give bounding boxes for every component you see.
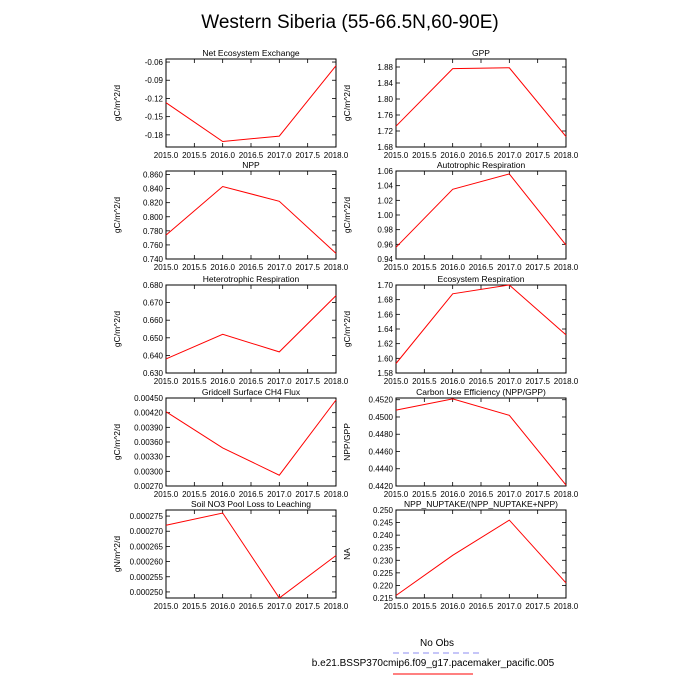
chart-panel — [112, 499, 349, 611]
y-tick-label: 0.820 — [142, 198, 163, 208]
y-tick-label: 0.00330 — [134, 452, 163, 462]
x-tick-label: 2018.0 — [323, 377, 349, 386]
y-tick-label: 0.96 — [377, 240, 393, 250]
y-tick-label: 0.235 — [372, 543, 393, 553]
x-tick-label: 2015.0 — [153, 602, 179, 611]
y-tick-label: 0.00270 — [134, 482, 163, 491]
y-tick-label: 0.00300 — [134, 467, 163, 477]
x-tick-label: 2016.5 — [468, 263, 494, 272]
y-tick-label: 0.4520 — [368, 395, 393, 405]
x-tick-label: 2016.5 — [468, 377, 494, 386]
series-line — [166, 296, 336, 359]
x-tick-label: 2016.5 — [468, 490, 494, 499]
y-tick-label: 0.4460 — [368, 447, 393, 457]
y-axis-label: gC/m^2/d — [112, 196, 122, 234]
y-tick-label: 0.000275 — [129, 512, 163, 522]
y-tick-label: 0.640 — [142, 351, 163, 361]
x-tick-label: 2015.5 — [412, 490, 437, 499]
x-tick-label: 2015.0 — [383, 263, 409, 272]
x-tick-label: 2016.0 — [440, 490, 465, 499]
y-tick-label: 0.000265 — [129, 542, 163, 552]
y-tick-label: 1.58 — [377, 369, 393, 378]
chart-panel — [112, 387, 349, 499]
chart-panel — [112, 274, 349, 386]
x-tick-label: 2015.5 — [182, 602, 207, 611]
y-tick-label: 0.215 — [372, 594, 393, 603]
panel-title: NPP — [242, 160, 260, 170]
y-tick-label: 0.4480 — [368, 430, 393, 440]
x-tick-label: 2016.0 — [210, 377, 235, 386]
x-tick-label: 2016.0 — [210, 490, 235, 499]
y-tick-label: 0.860 — [142, 170, 163, 180]
panel-title: NPP_NUPTAKE/(NPP_NUPTAKE+NPP) — [404, 499, 558, 509]
y-tick-label: 0.740 — [142, 255, 163, 264]
y-tick-label: -0.12 — [144, 94, 163, 104]
x-tick-label: 2015.0 — [383, 602, 409, 611]
x-tick-label: 2015.5 — [412, 263, 437, 272]
y-tick-label: 0.225 — [372, 568, 393, 578]
y-tick-label: 1.68 — [377, 143, 393, 152]
chart-panel — [342, 48, 579, 160]
y-tick-label: 0.4500 — [368, 412, 393, 422]
y-axis-label: gC/m^2/d — [112, 84, 122, 122]
y-tick-label: 1.68 — [377, 295, 393, 305]
x-tick-label: 2017.0 — [267, 602, 292, 611]
y-tick-label: 0.245 — [372, 518, 393, 528]
y-tick-label: 0.630 — [142, 369, 163, 378]
y-tick-label: 1.84 — [377, 79, 393, 88]
y-axis-label: NPP/GPP — [342, 423, 352, 461]
y-tick-label: 0.4420 — [368, 482, 393, 491]
series-line — [396, 285, 566, 364]
y-tick-label: 0.000260 — [129, 557, 163, 567]
y-tick-label: 0.000255 — [129, 572, 163, 582]
y-tick-label: 1.70 — [377, 281, 393, 290]
y-tick-label: 1.76 — [377, 111, 393, 120]
y-tick-label: 0.780 — [142, 226, 163, 236]
x-tick-label: 2018.0 — [323, 602, 349, 611]
legend-obs-label: No Obs — [420, 638, 454, 649]
chart-panel — [342, 387, 579, 499]
x-tick-label: 2015.5 — [182, 490, 207, 499]
x-tick-label: 2017.5 — [295, 377, 320, 386]
y-tick-label: 1.66 — [377, 310, 393, 320]
chart-panel — [112, 48, 349, 160]
series-line — [166, 187, 336, 254]
panel-title: Heterotrophic Respiration — [202, 274, 300, 284]
x-tick-label: 2018.0 — [553, 263, 579, 272]
y-tick-label: 0.800 — [142, 212, 163, 222]
panel-title: Autotrophic Respiration — [436, 160, 526, 170]
x-tick-label: 2015.0 — [383, 151, 409, 160]
y-axis-label: gC/m^2/d — [112, 423, 122, 461]
y-tick-label: 0.94 — [377, 255, 393, 264]
x-tick-label: 2017.0 — [267, 151, 292, 160]
x-tick-label: 2018.0 — [323, 263, 349, 272]
x-tick-label: 2017.5 — [295, 263, 320, 272]
y-tick-label: 0.4440 — [368, 464, 393, 474]
legend-model-label: b.e21.BSSP370cmip6.f09_g17.pacemaker_pacific.005 — [311, 658, 555, 669]
x-tick-label: 2018.0 — [553, 602, 579, 611]
y-tick-label: 0.680 — [142, 281, 163, 290]
y-tick-label: 1.06 — [377, 167, 393, 176]
x-tick-label: 2017.0 — [497, 263, 522, 272]
x-tick-label: 2015.0 — [153, 377, 179, 386]
plot-frame — [166, 398, 336, 486]
x-tick-label: 2015.5 — [412, 602, 437, 611]
series-line — [166, 400, 336, 475]
y-tick-label: 0.660 — [142, 316, 163, 326]
x-tick-label: 2017.0 — [267, 263, 292, 272]
x-tick-label: 2016.0 — [210, 151, 235, 160]
series-line — [396, 520, 566, 595]
x-tick-label: 2016.0 — [440, 151, 465, 160]
y-tick-label: 1.88 — [377, 63, 393, 72]
panel-grid — [112, 48, 579, 611]
x-tick-label: 2017.5 — [295, 151, 320, 160]
x-tick-label: 2018.0 — [323, 151, 349, 160]
y-tick-label: -0.18 — [144, 130, 163, 140]
y-tick-label: -0.09 — [144, 76, 163, 86]
x-tick-label: 2016.0 — [440, 602, 465, 611]
y-axis-label: gN/m^2/d — [112, 535, 122, 573]
legend — [312, 638, 555, 674]
x-tick-label: 2015.5 — [182, 377, 207, 386]
x-tick-label: 2017.0 — [497, 377, 522, 386]
plot-frame — [396, 59, 566, 147]
x-tick-label: 2016.5 — [468, 151, 494, 160]
x-tick-label: 2017.0 — [497, 490, 522, 499]
y-tick-label: 0.00360 — [134, 438, 163, 447]
y-axis-label: NA — [342, 548, 352, 560]
chart-panel — [342, 160, 579, 272]
y-tick-label: 0.240 — [372, 531, 393, 541]
x-tick-label: 2015.5 — [182, 263, 207, 272]
x-tick-label: 2017.5 — [295, 602, 320, 611]
y-tick-label: 1.60 — [377, 354, 393, 364]
y-tick-label: 1.64 — [377, 325, 393, 334]
x-tick-label: 2018.0 — [553, 490, 579, 499]
plot-frame — [396, 398, 566, 486]
panel-title: Net Ecosystem Exchange — [202, 48, 300, 58]
y-tick-label: 0.650 — [142, 333, 163, 343]
y-axis-label: gC/m^2/d — [342, 196, 352, 234]
x-tick-label: 2017.5 — [525, 377, 550, 386]
x-tick-label: 2017.0 — [267, 490, 292, 499]
y-tick-label: 0.000250 — [129, 587, 163, 597]
x-tick-label: 2015.0 — [153, 490, 179, 499]
x-tick-label: 2015.5 — [412, 151, 437, 160]
series-line — [396, 68, 566, 137]
x-tick-label: 2018.0 — [553, 151, 579, 160]
y-tick-label: 1.02 — [377, 196, 393, 206]
y-tick-label: -0.06 — [144, 58, 163, 68]
x-tick-label: 2016.5 — [238, 151, 264, 160]
panel-title: Gridcell Surface CH4 Flux — [201, 387, 301, 397]
y-tick-label: 0.670 — [142, 298, 163, 308]
x-tick-label: 2016.5 — [238, 377, 264, 386]
chart-panel — [342, 499, 579, 611]
x-tick-label: 2017.5 — [525, 490, 550, 499]
x-tick-label: 2018.0 — [323, 490, 349, 499]
y-axis-label: gC/m^2/d — [342, 84, 352, 122]
x-tick-label: 2017.5 — [295, 490, 320, 499]
y-tick-label: 0.760 — [142, 240, 163, 250]
chart-panel — [112, 160, 349, 272]
y-tick-label: 1.00 — [377, 211, 393, 220]
y-tick-label: 0.98 — [377, 225, 393, 235]
panel-title: Soil NO3 Pool Loss to Leaching — [190, 499, 312, 509]
figure-title: Western Siberia (55-66.5N,60-90E) — [201, 12, 499, 33]
x-tick-label: 2016.5 — [468, 602, 494, 611]
y-tick-label: -0.15 — [144, 112, 163, 122]
x-tick-label: 2017.5 — [525, 602, 550, 611]
x-tick-label: 2016.0 — [210, 263, 235, 272]
y-tick-label: 0.00390 — [134, 423, 163, 433]
y-tick-label: 1.72 — [377, 127, 393, 136]
plot-frame — [396, 285, 566, 373]
plot-frame — [166, 171, 336, 259]
y-tick-label: 1.62 — [377, 339, 393, 349]
y-tick-label: 1.04 — [377, 181, 393, 191]
y-tick-label: 0.00450 — [134, 394, 163, 403]
y-tick-label: 0.230 — [372, 556, 393, 566]
x-tick-label: 2017.5 — [525, 263, 550, 272]
y-tick-label: 0.00420 — [134, 408, 163, 418]
y-axis-label: gC/m^2/d — [112, 310, 122, 348]
x-tick-label: 2016.5 — [238, 490, 264, 499]
y-tick-label: 0.220 — [372, 581, 393, 591]
x-tick-label: 2015.0 — [383, 377, 409, 386]
panel-title: Ecosystem Respiration — [437, 274, 525, 284]
plot-frame — [166, 510, 336, 598]
x-tick-label: 2016.5 — [238, 263, 264, 272]
plot-frame — [166, 285, 336, 373]
x-tick-label: 2017.0 — [497, 602, 522, 611]
x-tick-label: 2016.0 — [440, 263, 465, 272]
chart-panel — [342, 274, 579, 386]
x-tick-label: 2017.0 — [497, 151, 522, 160]
panel-title: Carbon Use Efficiency (NPP/GPP) — [416, 387, 546, 397]
plot-frame — [396, 171, 566, 259]
x-tick-label: 2015.0 — [153, 263, 179, 272]
y-axis-label: gC/m^2/d — [342, 310, 352, 348]
panel-title: GPP — [472, 48, 490, 58]
x-tick-label: 2016.0 — [210, 602, 235, 611]
x-tick-label: 2016.5 — [238, 602, 264, 611]
x-tick-label: 2016.0 — [440, 377, 465, 386]
y-tick-label: 0.840 — [142, 184, 163, 194]
series-line — [166, 513, 336, 598]
x-tick-label: 2015.0 — [153, 151, 179, 160]
x-tick-label: 2017.5 — [525, 151, 550, 160]
series-line — [166, 66, 336, 142]
y-tick-label: 1.80 — [377, 95, 393, 104]
x-tick-label: 2015.5 — [182, 151, 207, 160]
y-tick-label: 0.250 — [372, 506, 393, 515]
series-line — [396, 399, 566, 485]
x-tick-label: 2018.0 — [553, 377, 579, 386]
x-tick-label: 2015.0 — [383, 490, 409, 499]
x-tick-label: 2017.0 — [267, 377, 292, 386]
y-tick-label: 0.000270 — [129, 527, 163, 537]
plot-frame — [166, 59, 336, 147]
series-line — [396, 174, 566, 247]
x-tick-label: 2015.5 — [412, 377, 437, 386]
